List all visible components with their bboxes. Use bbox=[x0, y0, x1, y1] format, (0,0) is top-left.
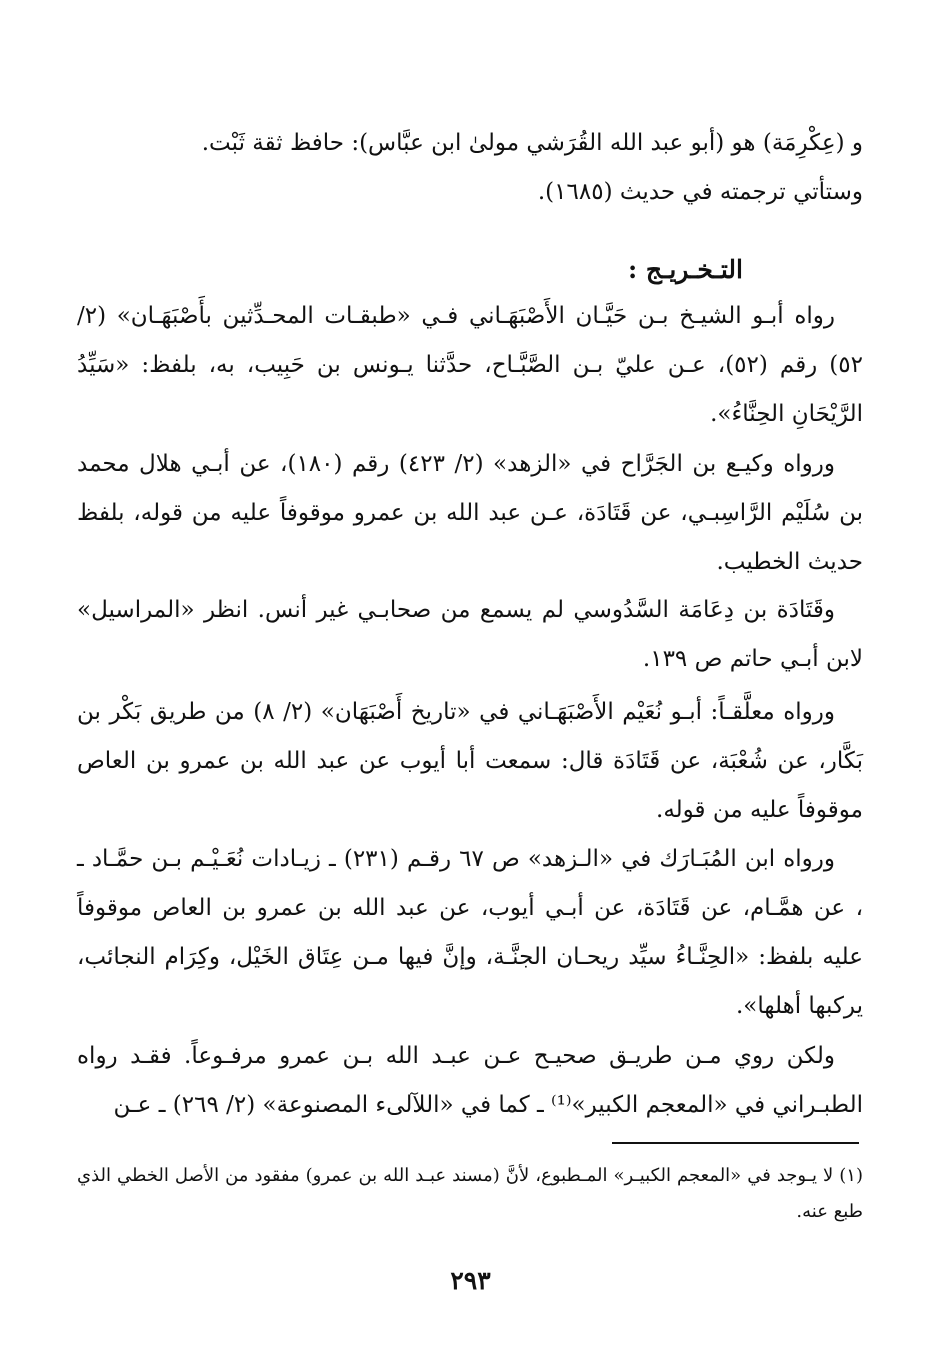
takhrij-paragraph-5 bbox=[77, 835, 863, 1031]
narrator-line-2: وستأتي ترجمته في حديث (١٦٨٥). bbox=[537, 179, 863, 205]
paragraph-text: رواه أبـو الشيـخ بـن حَيَّـان الأَصْبَهَـاني فـي «طبقـات المحـدِّثين بأَصْبَهَـان» (٢/ ٥٢) رقم (٥٢)، عـن عليّ بـن الصَّبَّـاح، حدَّثنا يـونس بن حَبِيب، به، بلفظ: «سَيِّدُ الرَّيْحَانِ الحِنَّاءُ». bbox=[77, 303, 863, 427]
paragraph-text: ورواه ابن المُبَـارَك في «الـزهد» ص ٦٧ رقـم (٢٣١) ـ زيـادات نُعَـيْـم بـن حمَّـاد ـ ، عن همَّـام، عن قَتَادَة، عن أبـي أيوب، عن عبد الله بن عمرو بن العاص موقوفاً عليه بلفظ: «الحِنَّـاءُ سيِّد ريحـان الجنَّـة، وإنَّ فيها مـن عِتَاق الخَيْل، وكِرَام النجائب، يركبها أهلها». bbox=[77, 846, 863, 1019]
narrator-note bbox=[77, 119, 863, 217]
takhrij-paragraph-4 bbox=[77, 688, 863, 835]
paragraph-text: ولكن روي مـن طريـق صحيـح عـن عبـد الله بـن عمرو مرفـوعاً. فقـد رواه الطبـراني في «المعجم الكبير»⁽¹⁾ ـ كما في «اللآلىء المصنوعة» (٢/ ٢٦٩) ـ عـن bbox=[77, 1043, 863, 1118]
footnote-divider bbox=[612, 1142, 859, 1144]
paragraph-text: ورواه معلَّقـاً: أبـو نُعَيْم الأَصْبَهَـاني في «تاريخ أَصْبَهَان» (٢/ ٨) من طريق بَكْر بن بَكَّار، عن شُعْبَة، عن قَتَادَة قال: سمعت أبا أيوب عن عبد الله بن عمرو بن العاص موقوفاً عليه من قوله. bbox=[77, 699, 863, 823]
paragraph-text: ورواه وكيـع بن الجَرَّاح في «الزهد» (٢/ ٤٢٣) رقم (١٨٠)، عن أبـي هلال محمد بن سُلَيْم الرَّاسِبـي، عن قَتَادَة، عـن عبد الله بن عمرو موقوفاً عليه من قوله، بلفظ حديث الخطيب. bbox=[77, 451, 863, 575]
footnote-text: (١) لا يـوجد في «المعجم الكبيـر» المـطبوع، لأنَّ (مسند عبـد الله بن عمرو) مفقود من الأصل الخطي الذي طبع عنه. bbox=[77, 1165, 863, 1222]
takhrij-paragraph-1 bbox=[77, 292, 863, 439]
takhrij-paragraph-2 bbox=[77, 440, 863, 587]
section-heading: التـخـريـج : bbox=[627, 254, 743, 284]
takhrij-paragraph-6 bbox=[77, 1032, 863, 1130]
paragraph-text: وقَتَادَة بن دِعَامَة السَّدُوسي لم يسمع من صحابـي غير أنس. انظر «المراسيل» لابن أبـي حاتم ص ١٣٩. bbox=[77, 597, 863, 672]
narrator-line-1: و (عِكْرِمَة) هو (أبو عبد الله القُرَشي مولىٰ ابن عبَّاس): حافظ ثقة ثَبْت. bbox=[201, 130, 863, 156]
footnote bbox=[77, 1158, 863, 1230]
page-number: ٢٩٣ bbox=[450, 1266, 491, 1295]
takhrij-paragraph-3 bbox=[77, 586, 863, 684]
